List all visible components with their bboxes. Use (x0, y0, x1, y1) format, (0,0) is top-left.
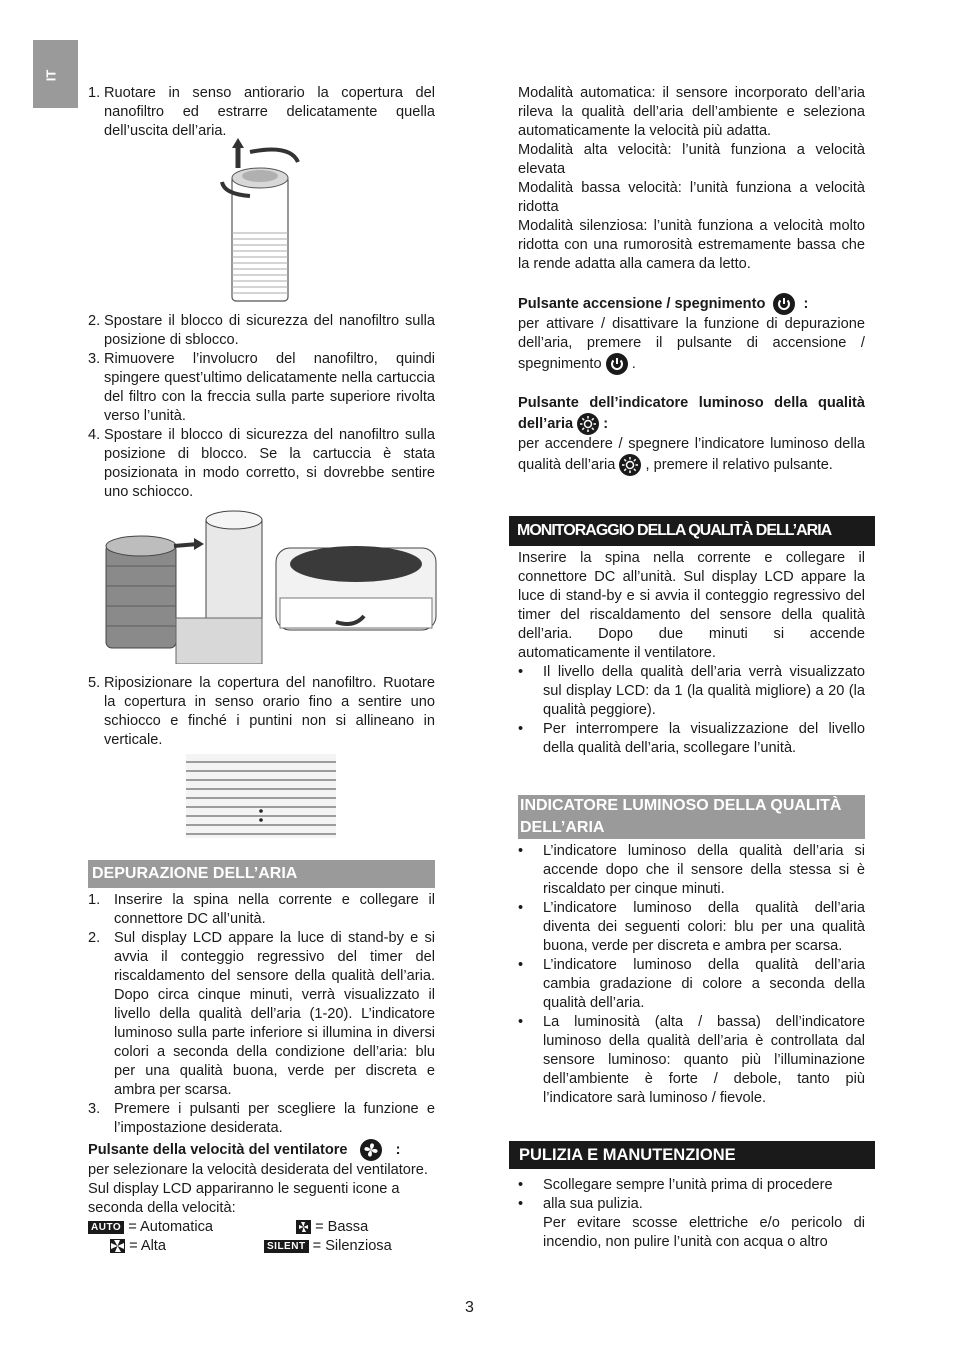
purification-step-3: 3. Premere i pulsanti per scegliere la funzione e l’impostazione desiderata. (88, 1101, 435, 1136)
cleaning-bullet-1: • Scollegare sempre l’unità prima di procedere (518, 1177, 833, 1193)
mode-silent: Modalità silenziosa: l’unità funziona a velocità molto ridotta con una rumorosità estremamente bassa che la rende adatta alla camera da letto. (518, 218, 865, 272)
light-button-text: per accendere / spegnere l’indicatore luminoso della qualità dell’aria , premere il relativo pulsante. (518, 435, 865, 476)
fan-speed-text: per selezionare la velocità desiderata del ventilatore. Sul display LCD appariranno le seguenti icone a seconda della velocità: (88, 1162, 428, 1216)
step-list-1 (88, 84, 435, 141)
section-monitoring (509, 516, 875, 758)
section-heading-monitoring: MONITORAGGIO DELLA QUALITÀ DELL’ARIA (509, 516, 875, 546)
high-speed-icon (110, 1239, 125, 1253)
step-3: 3. Rimuovere l’involucro del nanofiltro, quindi spingere quest’ultimo delicatamente nella cartuccia del filtro con la freccia sulla parte superiore rivolta verso l’unità. (88, 351, 435, 424)
power-icon (606, 353, 628, 375)
language-label: IT (43, 69, 59, 82)
page-number: 3 (465, 1299, 474, 1316)
section-indicator (518, 795, 865, 1108)
section-heading-cleaning: PULIZIA E MANUTENZIONE (509, 1141, 875, 1169)
step-list-2 (88, 312, 435, 502)
light-icon (577, 413, 599, 435)
mode-automatic: Modalità automatica: il sensore incorporato dell’aria rileva la qualità dell’aria dell’ambiente e seleziona automaticamente la velocità più adatta. (518, 85, 865, 139)
language-tab (33, 40, 78, 108)
indicator-bullet-3: • L’indicatore luminoso della qualità dell’aria cambia gradazione di colore a seconda della qualità dell’aria. (518, 957, 865, 1011)
legend-low: = Bassa (315, 1219, 369, 1235)
indicator-bullet-4: • La luminosità (alta / bassa) dell’indicatore luminoso della qualità dell’aria è controllata dal sensore luminoso: quanto più l’illuminazione dell’ambiente è forte / debole, tanto più l’indicatore sarà luminoso / fievole. (518, 1014, 865, 1106)
mode-high: Modalità alta velocità: l’unità funziona a velocità elevata (518, 142, 865, 177)
power-button-title: Pulsante accensione / spegnimento : (518, 293, 865, 315)
fan-speed-title: Pulsante della velocità del ventilatore : (88, 1139, 435, 1161)
monitoring-bullet-1: • Il livello della qualità dell’aria verrà visualizzato sul display LCD: da 1 (la qualità migliore) a 20 (la qualità peggiore). (518, 664, 865, 718)
step-5: 5. Riposizionare la copertura del nanofiltro. Ruotare la copertura in senso orario fino a sentire uno schiocco e finché i puntini non si allineano in verticale. (88, 675, 435, 748)
purification-step-1: 1. Inserire la spina nella corrente e collegare il connettore DC all’unità. (88, 892, 435, 927)
power-button-text: per attivare / disattivare la funzione di depurazione dell’aria, premere il pulsante di accensione / spegnimento . (518, 315, 865, 375)
mode-low: Modalità bassa velocità: l’unità funziona a velocità ridotta (518, 180, 865, 215)
legend-silent: = Silenziosa (312, 1238, 392, 1254)
indicator-bullet-1: • L’indicatore luminoso della qualità dell’aria si accende dopo che il sensore della stessa si è riscaldato per cinque minuti. (518, 843, 865, 897)
power-icon (773, 293, 795, 315)
figure-aligned-dots (186, 754, 336, 838)
cleaning-bullet-2-continued: Per evitare scosse elettriche e/o pericolo di incendio, non pulire l’unità con acqua o altro (543, 1215, 865, 1250)
silent-mode-icon: SILENT (264, 1240, 309, 1253)
auto-mode-icon: AUTO (88, 1221, 124, 1234)
monitoring-bullet-2: • Per interrompere la visualizzazione del livello della qualità dell’aria, scollegare l’unità. (518, 721, 865, 756)
low-speed-icon (296, 1220, 311, 1234)
cleaning-bullet-2: • alla sua pulizia. (518, 1196, 643, 1212)
fan-icon (360, 1139, 382, 1161)
section-heading-purification: DEPURAZIONE DELL’ARIA (88, 860, 435, 888)
step-4: 4. Spostare il blocco di sicurezza del nanofiltro sulla posizione di blocco. Se la cartuccia è stata posizionata in modo corretto, si dovrebbe sentire uno schiocco. (88, 427, 435, 500)
step-2: 2. Spostare il blocco di sicurezza del nanofiltro sulla posizione di sblocco. (88, 313, 435, 348)
monitoring-text: Inserire la spina nella corrente e collegare il connettore DC all’unità. Sul display LCD appare la luce di stand-by e si avvia il conteggio regressivo del timer del riscaldamento del sensore della qualità dell’aria. Dopo due minuti si accende automaticamente il ventilatore. (518, 550, 865, 661)
step-1: 1. Ruotare in senso antiorario la copertura del nanofiltro ed estrarre delicatamente quella dell’uscita dell’aria. (88, 85, 435, 139)
figure-filter-insertion (104, 506, 438, 664)
section-heading-indicator: INDICATORE LUMINOSO DELLA QUALITÀ DELL’ARIA (518, 795, 865, 839)
section-purification (88, 860, 435, 1258)
indicator-bullet-2: • L’indicatore luminoso della qualità dell’aria diventa dei seguenti colori: blu per una qualità buona, verde per discreta e ambra per scarsa. (518, 900, 865, 954)
purification-step-2: 2. Sul display LCD appare la luce di stand-by e si avvia il conteggio regressivo del timer del riscaldamento del sensore della qualità dell’aria. Dopo circa cinque minuti, verrà visualizzato il livello della qualità dell’aria (1-20). L’indicatore luminoso sulla parte inferiore si illumina in diversi colori a seconda della condizione dell’aria: blu per una qualità buona, verde per discreta e ambra per scarsa. (88, 930, 435, 1098)
step-list-3 (88, 674, 435, 750)
legend-auto: = Automatica (128, 1219, 213, 1235)
light-icon (619, 454, 641, 476)
figure-cover-removal (210, 138, 310, 303)
fan-speed-legend (88, 1218, 435, 1258)
section-cleaning (509, 1141, 875, 1252)
right-column-top (518, 84, 865, 476)
legend-high: = Alta (129, 1238, 166, 1254)
light-button-title: Pulsante dell’indicatore luminoso della qualità dell’aria : (518, 394, 865, 435)
